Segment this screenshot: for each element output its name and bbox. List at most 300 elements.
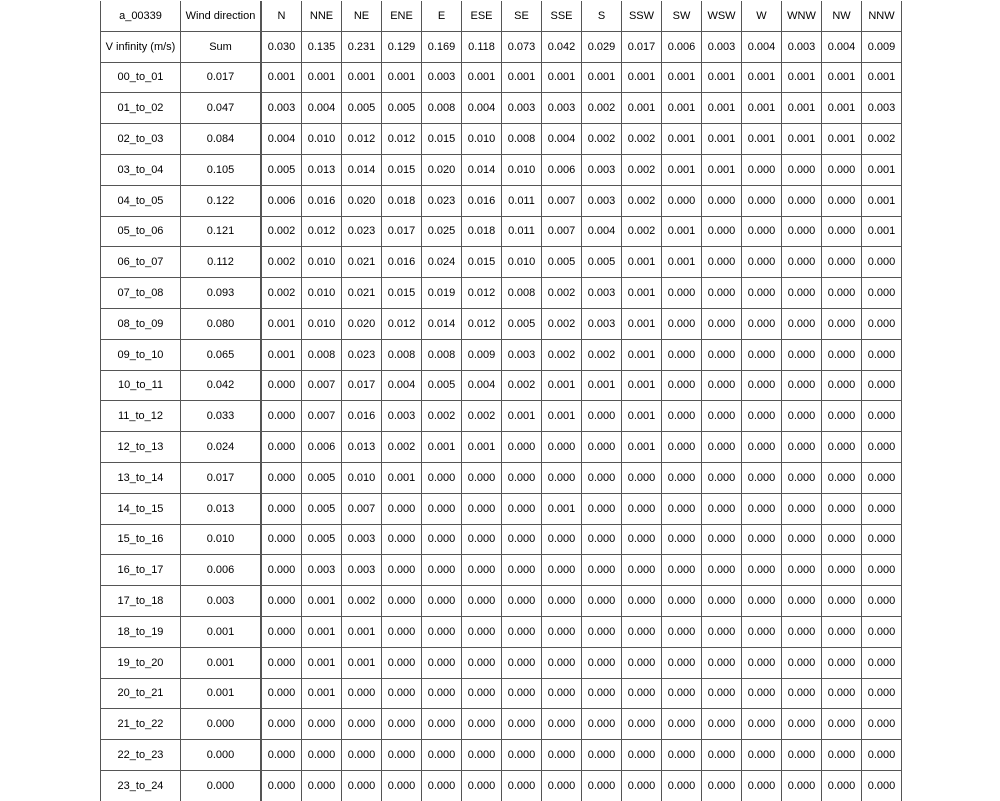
frequency-cell: 0.008 bbox=[422, 339, 462, 370]
frequency-cell: 0.000 bbox=[462, 616, 502, 647]
frequency-cell: 0.000 bbox=[382, 524, 422, 555]
speed-bin-label: 13_to_14 bbox=[101, 462, 181, 493]
frequency-cell: 0.014 bbox=[422, 308, 462, 339]
frequency-cell: 0.000 bbox=[782, 616, 822, 647]
frequency-cell: 0.000 bbox=[582, 555, 622, 586]
direction-header-se: SE bbox=[502, 1, 542, 31]
frequency-cell: 0.000 bbox=[662, 616, 702, 647]
frequency-cell: 0.003 bbox=[382, 401, 422, 432]
table-row bbox=[101, 709, 902, 740]
frequency-cell: 0.000 bbox=[422, 493, 462, 524]
speed-bin-label: 23_to_24 bbox=[101, 770, 181, 800]
speed-bin-label: 05_to_06 bbox=[101, 216, 181, 247]
frequency-cell: 0.000 bbox=[422, 555, 462, 586]
frequency-cell: 0.000 bbox=[862, 555, 902, 586]
frequency-cell: 0.014 bbox=[342, 154, 382, 185]
speed-bin-label: 21_to_22 bbox=[101, 709, 181, 740]
frequency-cell: 0.000 bbox=[742, 524, 782, 555]
frequency-cell: 0.000 bbox=[261, 709, 302, 740]
frequency-cell: 0.008 bbox=[422, 93, 462, 124]
frequency-cell: 0.003 bbox=[261, 93, 302, 124]
frequency-cell: 0.000 bbox=[702, 216, 742, 247]
frequency-cell: 0.001 bbox=[502, 62, 542, 93]
frequency-cell: 0.019 bbox=[422, 278, 462, 309]
frequency-cell: 0.000 bbox=[662, 370, 702, 401]
frequency-cell: 0.000 bbox=[502, 555, 542, 586]
frequency-cell: 0.003 bbox=[582, 154, 622, 185]
frequency-cell: 0.000 bbox=[662, 586, 702, 617]
frequency-cell: 0.001 bbox=[822, 124, 862, 155]
frequency-cell: 0.012 bbox=[302, 216, 342, 247]
direction-sum-se: 0.073 bbox=[502, 31, 542, 62]
frequency-cell: 0.024 bbox=[422, 247, 462, 278]
frequency-cell: 0.001 bbox=[862, 216, 902, 247]
frequency-cell: 0.000 bbox=[382, 493, 422, 524]
frequency-cell: 0.001 bbox=[742, 124, 782, 155]
frequency-cell: 0.000 bbox=[662, 740, 702, 771]
frequency-cell: 0.023 bbox=[342, 339, 382, 370]
frequency-cell: 0.002 bbox=[582, 124, 622, 155]
frequency-cell: 0.000 bbox=[782, 770, 822, 800]
frequency-cell: 0.000 bbox=[422, 709, 462, 740]
frequency-cell: 0.000 bbox=[542, 616, 582, 647]
frequency-cell: 0.000 bbox=[582, 678, 622, 709]
frequency-cell: 0.000 bbox=[462, 709, 502, 740]
frequency-cell: 0.021 bbox=[342, 247, 382, 278]
frequency-cell: 0.002 bbox=[261, 278, 302, 309]
frequency-cell: 0.006 bbox=[302, 432, 342, 463]
frequency-cell: 0.000 bbox=[582, 709, 622, 740]
row-sum: 0.010 bbox=[181, 524, 262, 555]
frequency-cell: 0.000 bbox=[502, 770, 542, 800]
frequency-cell: 0.000 bbox=[742, 740, 782, 771]
frequency-cell: 0.001 bbox=[662, 247, 702, 278]
frequency-cell: 0.001 bbox=[302, 678, 342, 709]
frequency-cell: 0.000 bbox=[542, 586, 582, 617]
table-row bbox=[101, 770, 902, 800]
frequency-cell: 0.000 bbox=[622, 616, 662, 647]
speed-bin-label: 20_to_21 bbox=[101, 678, 181, 709]
frequency-cell: 0.000 bbox=[742, 586, 782, 617]
frequency-cell: 0.000 bbox=[662, 308, 702, 339]
frequency-cell: 0.000 bbox=[742, 462, 782, 493]
frequency-cell: 0.002 bbox=[261, 216, 302, 247]
table-row bbox=[101, 647, 902, 678]
frequency-cell: 0.005 bbox=[542, 247, 582, 278]
speed-bin-label: 11_to_12 bbox=[101, 401, 181, 432]
frequency-cell: 0.000 bbox=[622, 740, 662, 771]
table-row bbox=[101, 185, 902, 216]
frequency-cell: 0.000 bbox=[542, 432, 582, 463]
frequency-cell: 0.004 bbox=[462, 93, 502, 124]
direction-sum-nw: 0.004 bbox=[822, 31, 862, 62]
speed-bin-label: 06_to_07 bbox=[101, 247, 181, 278]
frequency-cell: 0.000 bbox=[502, 709, 542, 740]
frequency-cell: 0.008 bbox=[502, 278, 542, 309]
frequency-cell: 0.000 bbox=[422, 462, 462, 493]
frequency-cell: 0.000 bbox=[342, 709, 382, 740]
frequency-cell: 0.000 bbox=[582, 616, 622, 647]
frequency-cell: 0.000 bbox=[862, 401, 902, 432]
frequency-cell: 0.000 bbox=[742, 370, 782, 401]
direction-sum-ese: 0.118 bbox=[462, 31, 502, 62]
frequency-cell: 0.001 bbox=[742, 93, 782, 124]
direction-sum-w: 0.004 bbox=[742, 31, 782, 62]
frequency-cell: 0.000 bbox=[542, 555, 582, 586]
frequency-cell: 0.020 bbox=[342, 308, 382, 339]
frequency-cell: 0.000 bbox=[542, 678, 582, 709]
frequency-cell: 0.000 bbox=[261, 647, 302, 678]
table-row bbox=[101, 370, 902, 401]
frequency-cell: 0.000 bbox=[782, 678, 822, 709]
direction-header-sw: SW bbox=[662, 1, 702, 31]
frequency-cell: 0.000 bbox=[822, 370, 862, 401]
frequency-cell: 0.002 bbox=[622, 124, 662, 155]
direction-header-nw: NW bbox=[822, 1, 862, 31]
wind-table-body bbox=[101, 1, 902, 801]
frequency-cell: 0.001 bbox=[582, 370, 622, 401]
frequency-cell: 0.000 bbox=[462, 524, 502, 555]
table-row bbox=[101, 555, 902, 586]
frequency-cell: 0.002 bbox=[502, 370, 542, 401]
frequency-cell: 0.001 bbox=[382, 462, 422, 493]
frequency-cell: 0.001 bbox=[382, 62, 422, 93]
frequency-cell: 0.007 bbox=[542, 185, 582, 216]
direction-header-ssw: SSW bbox=[622, 1, 662, 31]
frequency-cell: 0.001 bbox=[582, 62, 622, 93]
table-row bbox=[101, 124, 902, 155]
frequency-cell: 0.003 bbox=[582, 308, 622, 339]
frequency-cell: 0.000 bbox=[742, 709, 782, 740]
frequency-cell: 0.000 bbox=[702, 339, 742, 370]
frequency-cell: 0.012 bbox=[342, 124, 382, 155]
speed-unit-label: V infinity (m/s) bbox=[101, 31, 181, 62]
frequency-cell: 0.016 bbox=[342, 401, 382, 432]
frequency-cell: 0.000 bbox=[742, 401, 782, 432]
frequency-cell: 0.000 bbox=[382, 555, 422, 586]
frequency-cell: 0.004 bbox=[382, 370, 422, 401]
frequency-cell: 0.000 bbox=[502, 616, 542, 647]
table-row bbox=[101, 432, 902, 463]
speed-bin-label: 04_to_05 bbox=[101, 185, 181, 216]
frequency-cell: 0.001 bbox=[702, 124, 742, 155]
frequency-cell: 0.010 bbox=[342, 462, 382, 493]
frequency-cell: 0.015 bbox=[422, 124, 462, 155]
frequency-cell: 0.000 bbox=[422, 678, 462, 709]
frequency-cell: 0.001 bbox=[662, 93, 702, 124]
table-row bbox=[101, 62, 902, 93]
frequency-cell: 0.000 bbox=[582, 524, 622, 555]
frequency-cell: 0.000 bbox=[862, 586, 902, 617]
frequency-cell: 0.001 bbox=[342, 62, 382, 93]
frequency-cell: 0.002 bbox=[622, 154, 662, 185]
frequency-cell: 0.000 bbox=[862, 616, 902, 647]
frequency-cell: 0.007 bbox=[342, 493, 382, 524]
frequency-cell: 0.010 bbox=[302, 278, 342, 309]
frequency-cell: 0.000 bbox=[862, 278, 902, 309]
frequency-cell: 0.000 bbox=[382, 586, 422, 617]
frequency-cell: 0.000 bbox=[582, 740, 622, 771]
frequency-cell: 0.000 bbox=[862, 524, 902, 555]
frequency-cell: 0.000 bbox=[422, 524, 462, 555]
frequency-cell: 0.000 bbox=[662, 709, 702, 740]
frequency-cell: 0.003 bbox=[502, 339, 542, 370]
frequency-cell: 0.000 bbox=[622, 678, 662, 709]
row-sum: 0.003 bbox=[181, 586, 262, 617]
frequency-cell: 0.002 bbox=[582, 339, 622, 370]
frequency-cell: 0.015 bbox=[382, 154, 422, 185]
frequency-cell: 0.000 bbox=[782, 462, 822, 493]
frequency-cell: 0.000 bbox=[622, 555, 662, 586]
frequency-cell: 0.010 bbox=[502, 247, 542, 278]
row-sum: 0.006 bbox=[181, 555, 262, 586]
frequency-cell: 0.000 bbox=[822, 462, 862, 493]
frequency-cell: 0.000 bbox=[662, 462, 702, 493]
frequency-cell: 0.003 bbox=[542, 93, 582, 124]
row-sum: 0.024 bbox=[181, 432, 262, 463]
frequency-cell: 0.000 bbox=[702, 462, 742, 493]
frequency-cell: 0.000 bbox=[862, 247, 902, 278]
frequency-cell: 0.006 bbox=[261, 185, 302, 216]
frequency-cell: 0.020 bbox=[422, 154, 462, 185]
direction-sum-n: 0.030 bbox=[261, 31, 302, 62]
frequency-cell: 0.000 bbox=[822, 647, 862, 678]
frequency-cell: 0.000 bbox=[742, 647, 782, 678]
frequency-cell: 0.015 bbox=[462, 247, 502, 278]
speed-bin-label: 10_to_11 bbox=[101, 370, 181, 401]
frequency-cell: 0.003 bbox=[582, 185, 622, 216]
frequency-cell: 0.000 bbox=[662, 555, 702, 586]
direction-sum-wnw: 0.003 bbox=[782, 31, 822, 62]
frequency-cell: 0.005 bbox=[422, 370, 462, 401]
frequency-cell: 0.000 bbox=[582, 401, 622, 432]
frequency-cell: 0.002 bbox=[422, 401, 462, 432]
frequency-cell: 0.002 bbox=[622, 185, 662, 216]
frequency-cell: 0.000 bbox=[822, 555, 862, 586]
frequency-cell: 0.004 bbox=[542, 124, 582, 155]
speed-bin-label: 03_to_04 bbox=[101, 154, 181, 185]
row-sum: 0.093 bbox=[181, 278, 262, 309]
frequency-cell: 0.000 bbox=[582, 462, 622, 493]
table-row bbox=[101, 216, 902, 247]
frequency-cell: 0.000 bbox=[702, 247, 742, 278]
speed-bin-label: 19_to_20 bbox=[101, 647, 181, 678]
frequency-cell: 0.000 bbox=[261, 616, 302, 647]
row-sum: 0.033 bbox=[181, 401, 262, 432]
frequency-cell: 0.001 bbox=[422, 432, 462, 463]
sum-label: Sum bbox=[181, 31, 262, 62]
frequency-cell: 0.000 bbox=[302, 770, 342, 800]
frequency-cell: 0.000 bbox=[702, 185, 742, 216]
frequency-cell: 0.012 bbox=[462, 308, 502, 339]
frequency-cell: 0.000 bbox=[822, 216, 862, 247]
frequency-cell: 0.012 bbox=[462, 278, 502, 309]
frequency-cell: 0.001 bbox=[302, 647, 342, 678]
frequency-cell: 0.000 bbox=[782, 709, 822, 740]
frequency-cell: 0.000 bbox=[422, 586, 462, 617]
frequency-cell: 0.001 bbox=[622, 278, 662, 309]
frequency-cell: 0.000 bbox=[502, 647, 542, 678]
frequency-cell: 0.000 bbox=[462, 740, 502, 771]
frequency-cell: 0.000 bbox=[822, 678, 862, 709]
frequency-cell: 0.012 bbox=[382, 124, 422, 155]
frequency-cell: 0.000 bbox=[382, 740, 422, 771]
frequency-cell: 0.000 bbox=[422, 616, 462, 647]
frequency-cell: 0.000 bbox=[622, 647, 662, 678]
frequency-cell: 0.003 bbox=[502, 93, 542, 124]
direction-sum-wsw: 0.003 bbox=[702, 31, 742, 62]
frequency-cell: 0.000 bbox=[342, 770, 382, 800]
frequency-cell: 0.011 bbox=[502, 216, 542, 247]
frequency-cell: 0.001 bbox=[261, 62, 302, 93]
row-sum: 0.105 bbox=[181, 154, 262, 185]
frequency-cell: 0.000 bbox=[702, 401, 742, 432]
frequency-cell: 0.001 bbox=[462, 432, 502, 463]
frequency-cell: 0.001 bbox=[702, 93, 742, 124]
frequency-cell: 0.005 bbox=[302, 462, 342, 493]
frequency-cell: 0.000 bbox=[702, 432, 742, 463]
frequency-cell: 0.000 bbox=[422, 770, 462, 800]
frequency-cell: 0.000 bbox=[582, 770, 622, 800]
frequency-cell: 0.023 bbox=[342, 216, 382, 247]
table-row bbox=[101, 154, 902, 185]
frequency-cell: 0.000 bbox=[742, 278, 782, 309]
frequency-cell: 0.000 bbox=[382, 678, 422, 709]
frequency-cell: 0.000 bbox=[662, 493, 702, 524]
frequency-cell: 0.000 bbox=[822, 616, 862, 647]
frequency-cell: 0.000 bbox=[422, 647, 462, 678]
frequency-cell: 0.020 bbox=[342, 185, 382, 216]
frequency-cell: 0.000 bbox=[862, 462, 902, 493]
frequency-cell: 0.001 bbox=[742, 62, 782, 93]
frequency-cell: 0.001 bbox=[822, 93, 862, 124]
frequency-cell: 0.000 bbox=[342, 740, 382, 771]
frequency-cell: 0.000 bbox=[742, 339, 782, 370]
frequency-cell: 0.000 bbox=[462, 647, 502, 678]
frequency-cell: 0.000 bbox=[622, 770, 662, 800]
frequency-cell: 0.000 bbox=[782, 586, 822, 617]
frequency-cell: 0.011 bbox=[502, 185, 542, 216]
frequency-cell: 0.000 bbox=[702, 709, 742, 740]
frequency-cell: 0.016 bbox=[462, 185, 502, 216]
frequency-cell: 0.001 bbox=[782, 124, 822, 155]
direction-sum-ene: 0.129 bbox=[382, 31, 422, 62]
frequency-cell: 0.004 bbox=[462, 370, 502, 401]
frequency-cell: 0.017 bbox=[382, 216, 422, 247]
frequency-cell: 0.000 bbox=[502, 678, 542, 709]
speed-bin-label: 07_to_08 bbox=[101, 278, 181, 309]
frequency-cell: 0.000 bbox=[261, 401, 302, 432]
sum-row bbox=[101, 31, 902, 62]
table-row bbox=[101, 586, 902, 617]
frequency-cell: 0.000 bbox=[782, 432, 822, 463]
frequency-cell: 0.000 bbox=[862, 678, 902, 709]
frequency-cell: 0.010 bbox=[302, 124, 342, 155]
table-row bbox=[101, 93, 902, 124]
frequency-cell: 0.000 bbox=[502, 462, 542, 493]
frequency-cell: 0.010 bbox=[302, 308, 342, 339]
table-row bbox=[101, 278, 902, 309]
frequency-cell: 0.000 bbox=[782, 524, 822, 555]
frequency-cell: 0.000 bbox=[302, 740, 342, 771]
frequency-cell: 0.000 bbox=[782, 493, 822, 524]
frequency-cell: 0.000 bbox=[662, 339, 702, 370]
row-sum: 0.121 bbox=[181, 216, 262, 247]
frequency-cell: 0.005 bbox=[582, 247, 622, 278]
frequency-cell: 0.001 bbox=[542, 62, 582, 93]
table-row bbox=[101, 462, 902, 493]
frequency-cell: 0.000 bbox=[742, 432, 782, 463]
frequency-cell: 0.002 bbox=[382, 432, 422, 463]
frequency-cell: 0.002 bbox=[261, 247, 302, 278]
frequency-cell: 0.000 bbox=[862, 740, 902, 771]
frequency-cell: 0.003 bbox=[422, 62, 462, 93]
frequency-cell: 0.000 bbox=[822, 401, 862, 432]
frequency-cell: 0.000 bbox=[462, 678, 502, 709]
frequency-cell: 0.000 bbox=[702, 647, 742, 678]
frequency-cell: 0.010 bbox=[502, 154, 542, 185]
frequency-cell: 0.000 bbox=[782, 247, 822, 278]
frequency-cell: 0.000 bbox=[382, 770, 422, 800]
frequency-cell: 0.001 bbox=[822, 62, 862, 93]
frequency-cell: 0.000 bbox=[702, 524, 742, 555]
frequency-cell: 0.000 bbox=[822, 154, 862, 185]
corner-label: a_00339 bbox=[101, 1, 181, 31]
frequency-cell: 0.005 bbox=[302, 524, 342, 555]
row-sum: 0.017 bbox=[181, 462, 262, 493]
direction-header-sse: SSE bbox=[542, 1, 582, 31]
direction-header-s: S bbox=[582, 1, 622, 31]
frequency-cell: 0.004 bbox=[261, 124, 302, 155]
direction-header-ese: ESE bbox=[462, 1, 502, 31]
direction-sum-sse: 0.042 bbox=[542, 31, 582, 62]
frequency-cell: 0.000 bbox=[742, 493, 782, 524]
frequency-cell: 0.000 bbox=[382, 616, 422, 647]
frequency-cell: 0.014 bbox=[462, 154, 502, 185]
frequency-cell: 0.000 bbox=[822, 278, 862, 309]
frequency-cell: 0.010 bbox=[302, 247, 342, 278]
frequency-cell: 0.000 bbox=[742, 247, 782, 278]
frequency-cell: 0.005 bbox=[261, 154, 302, 185]
direction-sum-ne: 0.231 bbox=[342, 31, 382, 62]
frequency-cell: 0.002 bbox=[582, 93, 622, 124]
frequency-cell: 0.000 bbox=[261, 370, 302, 401]
frequency-cell: 0.018 bbox=[462, 216, 502, 247]
speed-bin-label: 16_to_17 bbox=[101, 555, 181, 586]
frequency-cell: 0.001 bbox=[622, 308, 662, 339]
frequency-cell: 0.000 bbox=[662, 401, 702, 432]
frequency-cell: 0.000 bbox=[742, 185, 782, 216]
row-sum: 0.017 bbox=[181, 62, 262, 93]
frequency-cell: 0.000 bbox=[462, 770, 502, 800]
frequency-cell: 0.007 bbox=[302, 370, 342, 401]
table-row bbox=[101, 247, 902, 278]
direction-header-ene: ENE bbox=[382, 1, 422, 31]
frequency-cell: 0.000 bbox=[782, 308, 822, 339]
frequency-cell: 0.000 bbox=[462, 462, 502, 493]
frequency-cell: 0.013 bbox=[342, 432, 382, 463]
frequency-cell: 0.001 bbox=[542, 370, 582, 401]
frequency-cell: 0.013 bbox=[302, 154, 342, 185]
frequency-cell: 0.000 bbox=[582, 647, 622, 678]
frequency-cell: 0.008 bbox=[302, 339, 342, 370]
frequency-cell: 0.002 bbox=[462, 401, 502, 432]
row-sum: 0.080 bbox=[181, 308, 262, 339]
frequency-cell: 0.000 bbox=[822, 740, 862, 771]
table-row bbox=[101, 740, 902, 771]
frequency-cell: 0.000 bbox=[662, 278, 702, 309]
frequency-cell: 0.000 bbox=[422, 740, 462, 771]
